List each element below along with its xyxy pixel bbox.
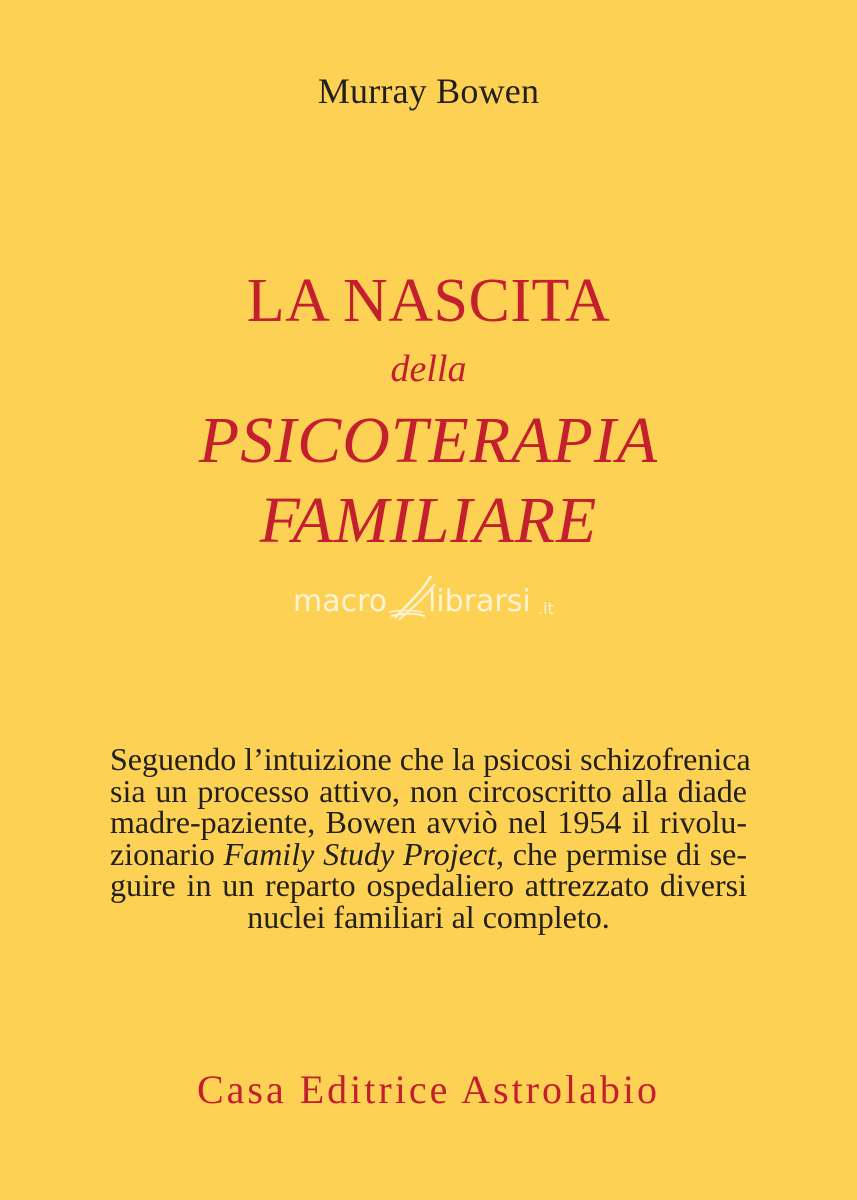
author-name: Murray Bowen bbox=[317, 71, 540, 111]
blurb-text: zionario bbox=[110, 835, 224, 872]
project-name: Family Study Project bbox=[223, 835, 496, 872]
blurb-line: Seguendo l’intuizione che la psicosi schizofrenica bbox=[110, 741, 751, 777]
blurb-line: madre-paziente, Bowen avviò nel 1954 il rivolu- bbox=[110, 804, 747, 840]
watermark-it-text: .it bbox=[538, 599, 554, 618]
watermark-librarsi-text: librarsi bbox=[428, 584, 531, 619]
publisher-name: Casa Editrice Astrolabio bbox=[196, 1067, 660, 1112]
blurb-line bbox=[110, 835, 748, 872]
blurb-line: nuclei familiari al completo. bbox=[247, 898, 610, 935]
back-blurb bbox=[110, 741, 751, 935]
blurb-line: sia un processo attivo, non circoscritto alla diade bbox=[110, 772, 747, 809]
title-line-psicoterapia: PSICOTERAPIA bbox=[198, 404, 659, 477]
macrolibrarsi-watermark bbox=[293, 566, 573, 636]
title-line-la-nascita: LA NASCITA bbox=[246, 267, 611, 335]
blurb-line: guire in un reparto ospedaliero attrezzato diversi bbox=[110, 867, 747, 903]
title-line-della: della bbox=[390, 348, 467, 390]
blurb-text: , che permise di se- bbox=[495, 835, 748, 872]
book-title bbox=[0, 265, 857, 561]
watermark-macro-text: macro bbox=[293, 584, 388, 619]
title-line-familiare: FAMILIARE bbox=[259, 484, 598, 557]
